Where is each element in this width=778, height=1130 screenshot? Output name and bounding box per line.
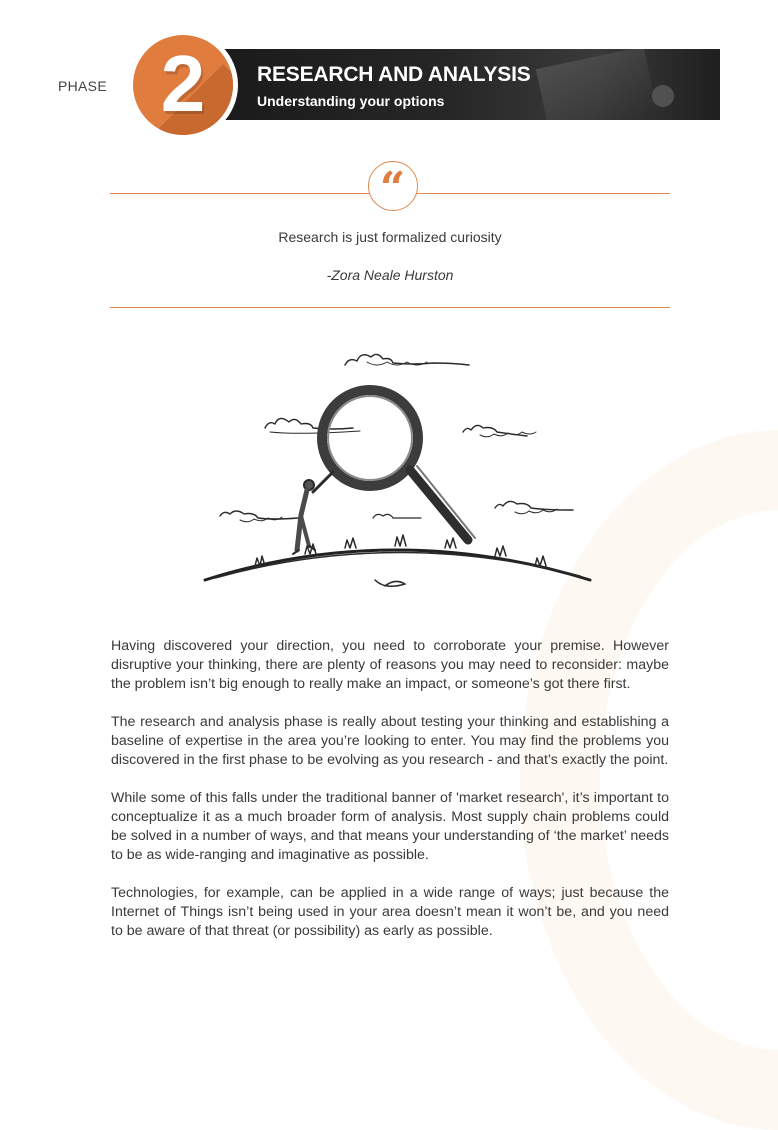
- page-subtitle: Understanding your options: [257, 93, 445, 109]
- magnifying-glass-sketch-icon: [195, 340, 605, 600]
- phase-number: 2: [160, 39, 206, 128]
- page-title: RESEARCH AND ANALYSIS: [257, 63, 531, 86]
- body-paragraph: Having discovered your direction, you need to corroborate your premise. However disruptive your thinking, there are plenty of reasons you may need to reconsider: maybe the problem isn’t big enough to really make an impact, or someone’s got there first.: [111, 638, 669, 692]
- cloud-sketch: [373, 514, 421, 518]
- cloud-sketch: [345, 354, 469, 365]
- cloud-sketch: [265, 418, 360, 433]
- quote-text: Research is just formalized curiosity: [278, 229, 502, 245]
- body-paragraph: The research and analysis phase is really about testing your thinking and establishing a baseline of expertise in the area you’re looking to enter. You may find the problems you discovered in the first phase to be evolving as you research - and that’s exactly the point.: [111, 714, 669, 768]
- body-paragraph: Technologies, for example, can be applied in a wide range of ways; just because the Internet of Things isn’t being used in your area doesn’t mean it won’t be, and you need to be aware of that threat (or possibility) as early as possible.: [111, 885, 669, 939]
- header-banner: [222, 49, 720, 120]
- cloud-sketch: [495, 501, 573, 513]
- body-text: [111, 637, 669, 960]
- quote-icon: [368, 161, 418, 214]
- quote-divider-bottom: [110, 307, 670, 308]
- person-figure: [293, 472, 333, 554]
- quote-author: -Zora Neale Hurston: [326, 267, 454, 283]
- ground-hill: [205, 535, 590, 586]
- banner-photo-object: [652, 85, 674, 107]
- cloud-sketch: [220, 511, 298, 522]
- phase-badge: [133, 35, 233, 135]
- phase-label: PHASE: [58, 78, 107, 94]
- quote-mark-glyph: “: [379, 163, 406, 214]
- cloud-sketch: [463, 425, 536, 436]
- body-paragraph: While some of this falls under the traditional banner of 'market research', it’s important to conceptualize it as a much broader form of analysis. Most supply chain problems could be solved in a number of ways, and that means your understanding of ‘the market’ needs to be as wide-ranging and imaginative as possible.: [111, 790, 669, 863]
- banner-photo-texture: [536, 49, 658, 120]
